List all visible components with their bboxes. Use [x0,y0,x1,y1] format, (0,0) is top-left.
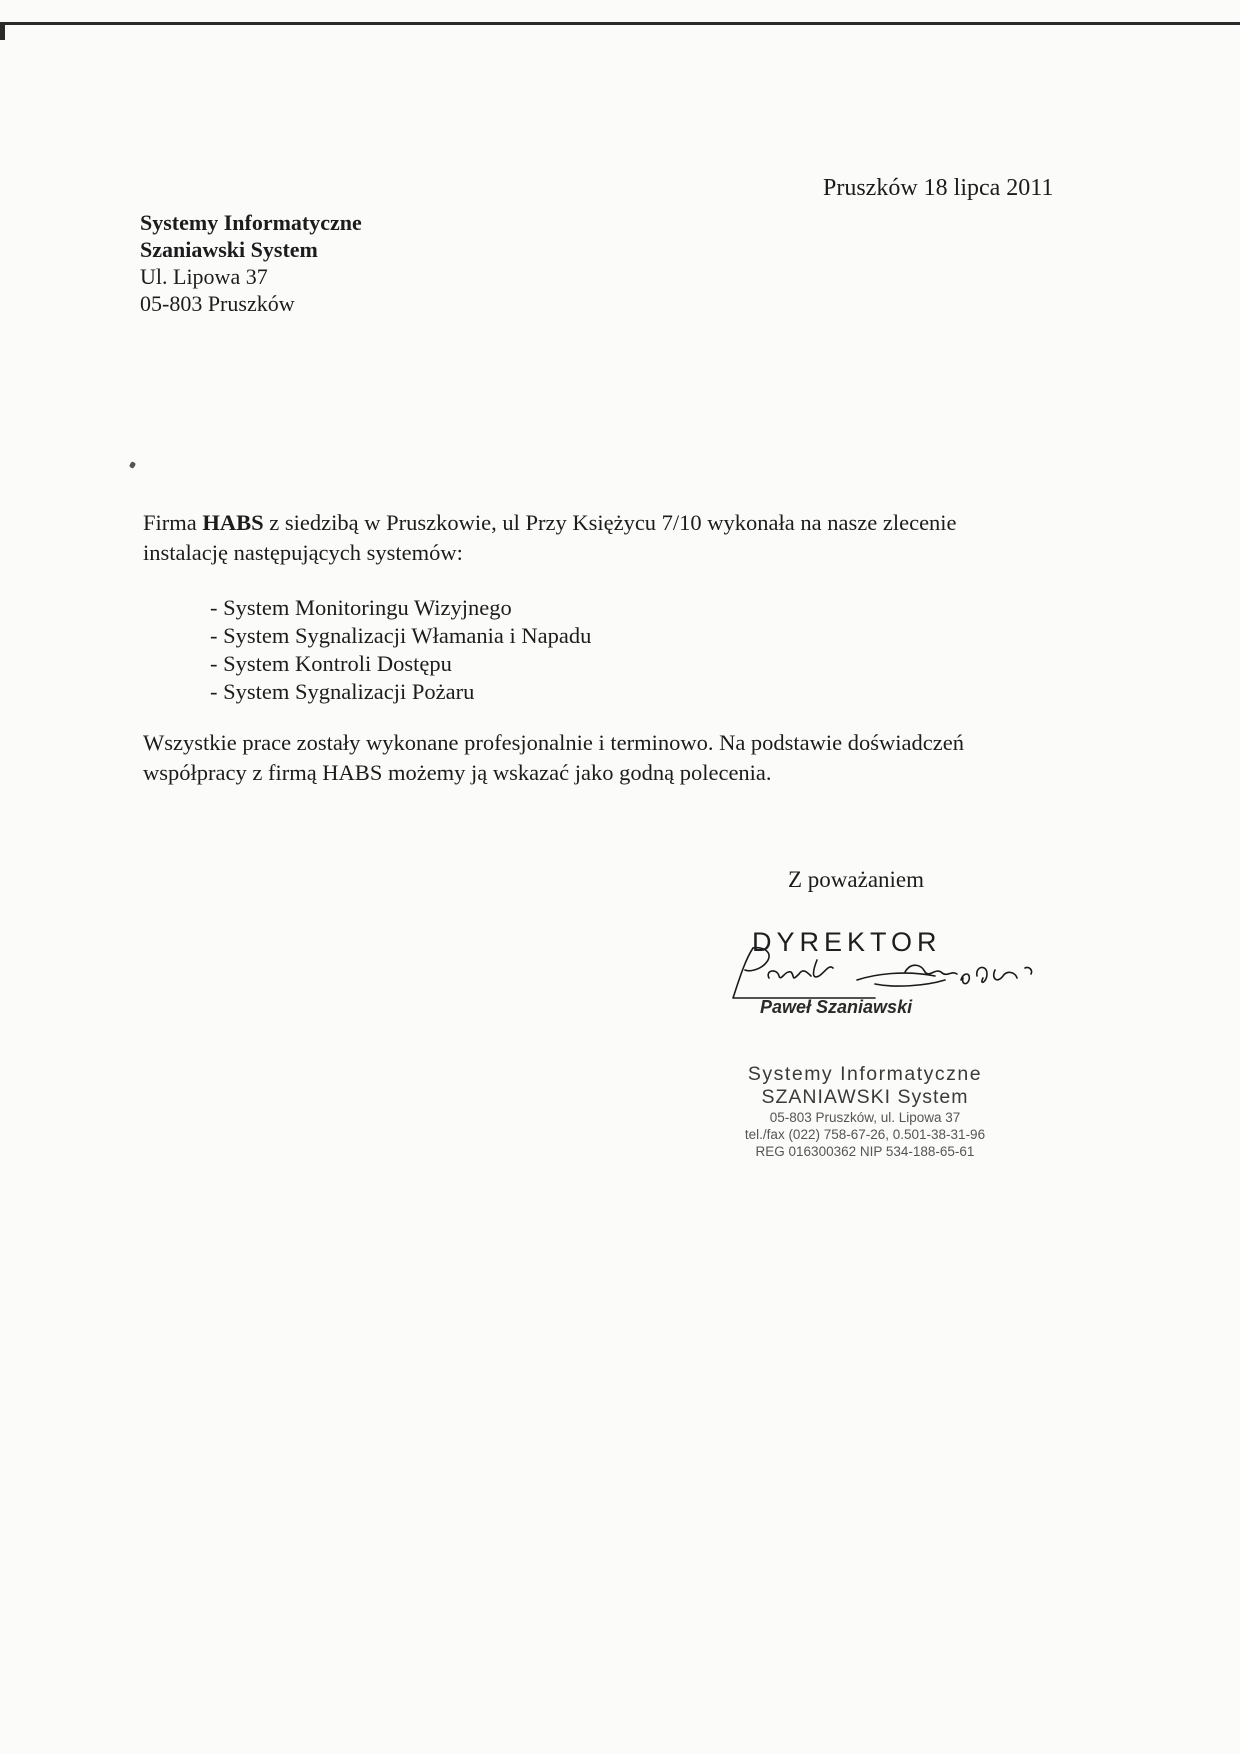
sender-company-line2: Szaniawski System [140,237,318,262]
letter-date: Pruszków 18 lipca 2011 [823,175,1054,201]
letter-paragraph-recommendation [143,728,964,788]
intro-suffix: z siedzibą w Pruszkowie, ul Przy Księżycu 7/10 wykonała na nasze zlecenie [263,510,957,535]
list-item: - System Kontroli Dostępu [210,651,452,676]
scan-edge-top [0,22,1240,25]
sender-address [140,209,362,317]
recommendation-line1: Wszystkie prace zostały wykonane profesjonalnie i terminowo. Na podstawie doświadczeń [143,730,964,755]
sender-street: Ul. Lipowa 37 [140,264,268,289]
stamp-line1: Systemy Informatyczne [747,1063,983,1085]
stamp-line2: SZANIAWSKI System [761,1086,969,1108]
intro-company: HABS [202,510,264,535]
stamp-line3: 05-803 Pruszków, ul. Lipowa 37 [769,1110,961,1125]
systems-list [210,594,591,706]
scan-edge-left [0,22,5,40]
stamp-line4: tel./fax (022) 758-67-26, 0.501-38-31-96 [744,1127,986,1142]
sender-company-line1: Systemy Informatyczne [140,210,362,235]
letter-paragraph-intro [143,508,957,568]
intro-line2: instalację następujących systemów: [143,540,463,565]
closing-salutation: Z poważaniem [788,867,925,892]
signer-name: Paweł Szaniawski [760,997,913,1017]
sender-city: 05-803 Pruszków [140,291,295,316]
intro-prefix: Firma [143,510,203,535]
list-item: - System Sygnalizacji Pożaru [210,679,475,704]
director-title: DYREKTOR [752,927,942,957]
company-stamp [700,1063,1030,1160]
stamp-line5: REG 016300362 NIP 534-188-65-61 [755,1144,975,1159]
scan-speck [129,461,136,469]
recommendation-line2: współpracy z firmą HABS możemy ją wskazać jako godną polecenia. [143,760,772,785]
list-item: - System Monitoringu Wizyjnego [210,595,512,620]
intro-line1 [143,508,957,538]
list-item: - System Sygnalizacji Włamania i Napadu [210,623,592,648]
